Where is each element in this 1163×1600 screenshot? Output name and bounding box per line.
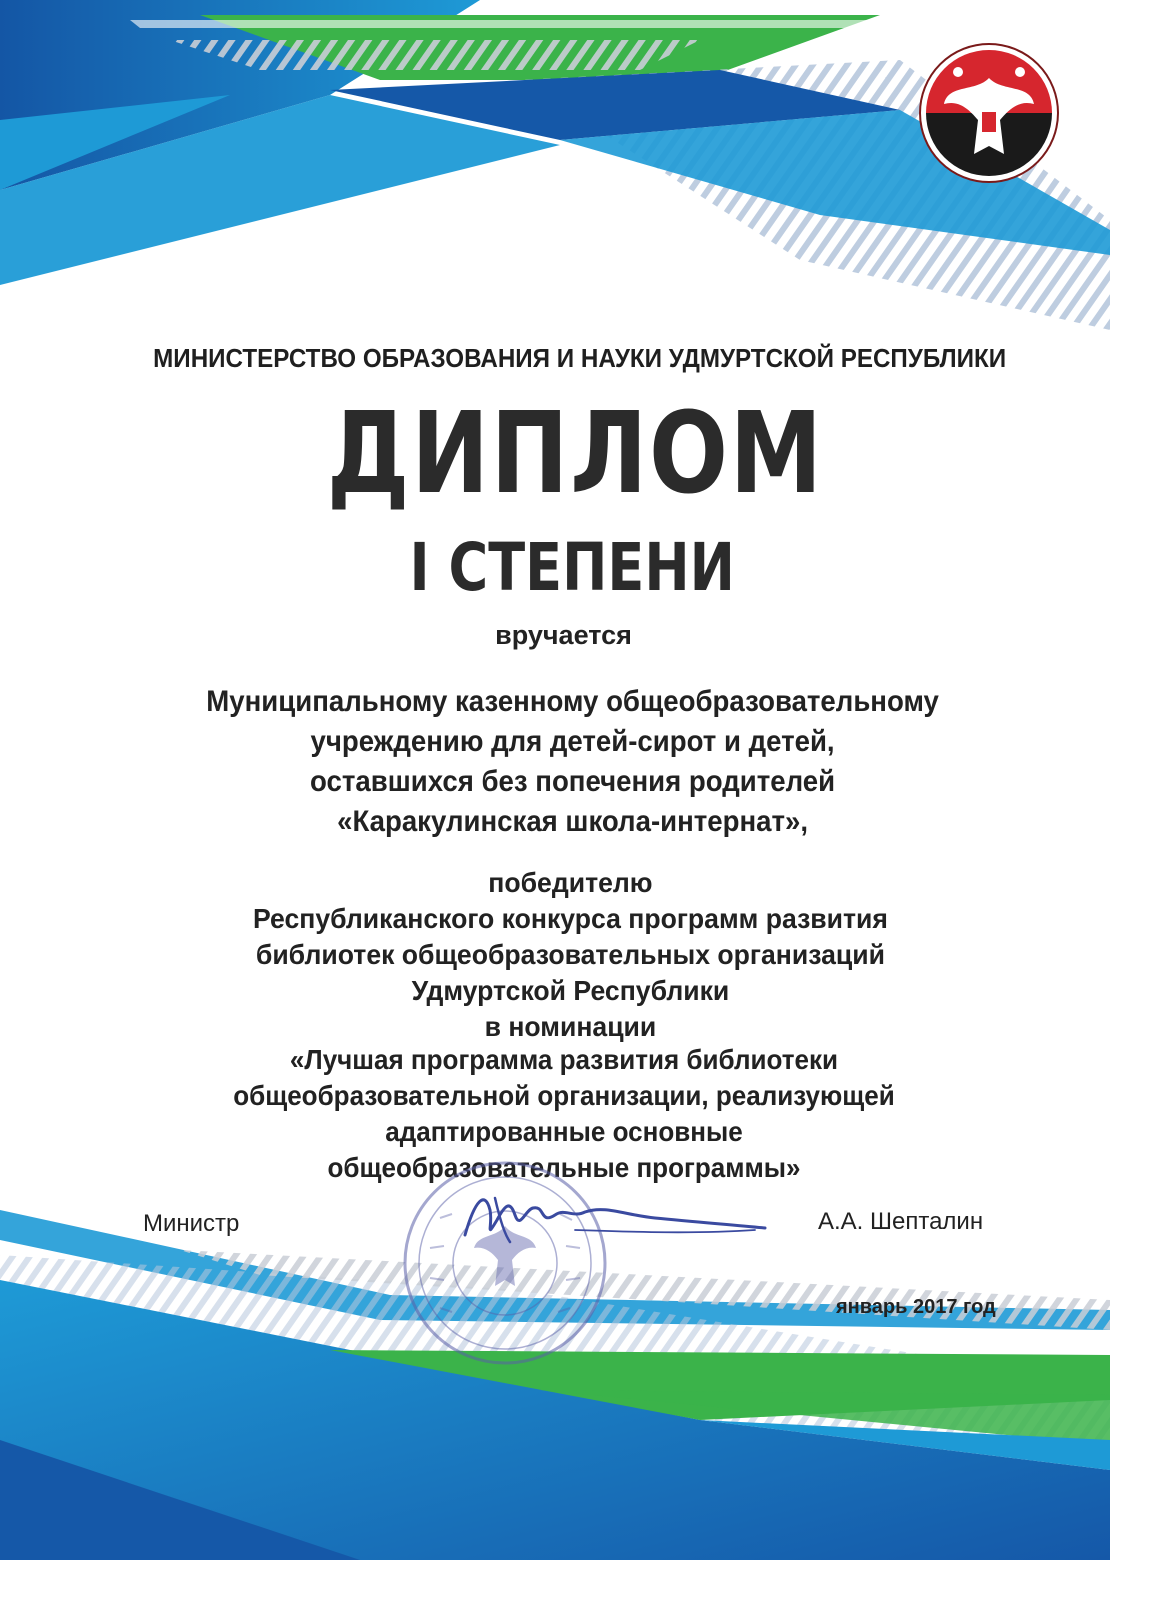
winner-line: Республиканского конкурса программ развития <box>252 903 888 934</box>
signer-name: А.А. Шепталин <box>818 1208 984 1235</box>
recipient-block <box>38 682 1108 842</box>
winner-block <box>18 865 1123 1045</box>
nomination-line: общеобразовательной организации, реализующей <box>233 1080 895 1111</box>
recipient-line: учреждению для детей-сирот и детей, <box>310 725 835 758</box>
awarded-label: вручается <box>495 620 632 650</box>
udmurt-coat-of-arms-icon <box>918 42 1060 184</box>
issue-date: январь 2017 год <box>836 1296 996 1318</box>
nomination-line: адаптированные основные <box>385 1116 743 1147</box>
signer-title: Министр <box>143 1210 240 1237</box>
winner-line: Удмуртской Республики <box>411 975 730 1006</box>
recipient-line: «Каракулинская школа-интернат», <box>337 805 809 838</box>
winner-line: библиотек общеобразовательных организаций <box>255 939 885 970</box>
ministry-heading: МИНИСТЕРСТВО ОБРАЗОВАНИЯ И НАУКИ УДМУРТСКОЙ РЕСПУБЛИКИ <box>153 343 1007 373</box>
diploma-title: ДИПЛОМ <box>326 389 824 519</box>
nomination-line: «Лучшая программа развития библиотеки <box>289 1044 839 1075</box>
recipient-line: оставшихся без попечения родителей <box>310 765 836 798</box>
nomination-line: общеобразовательные программы» <box>327 1152 801 1183</box>
winner-line: победителю <box>488 867 653 898</box>
recipient-line: Муниципальному казенному общеобразовательному <box>206 685 939 718</box>
winner-line: в номинации <box>484 1011 657 1042</box>
degree-heading: I СТЕПЕНИ <box>409 529 735 606</box>
handwritten-signature-icon <box>455 1180 775 1260</box>
